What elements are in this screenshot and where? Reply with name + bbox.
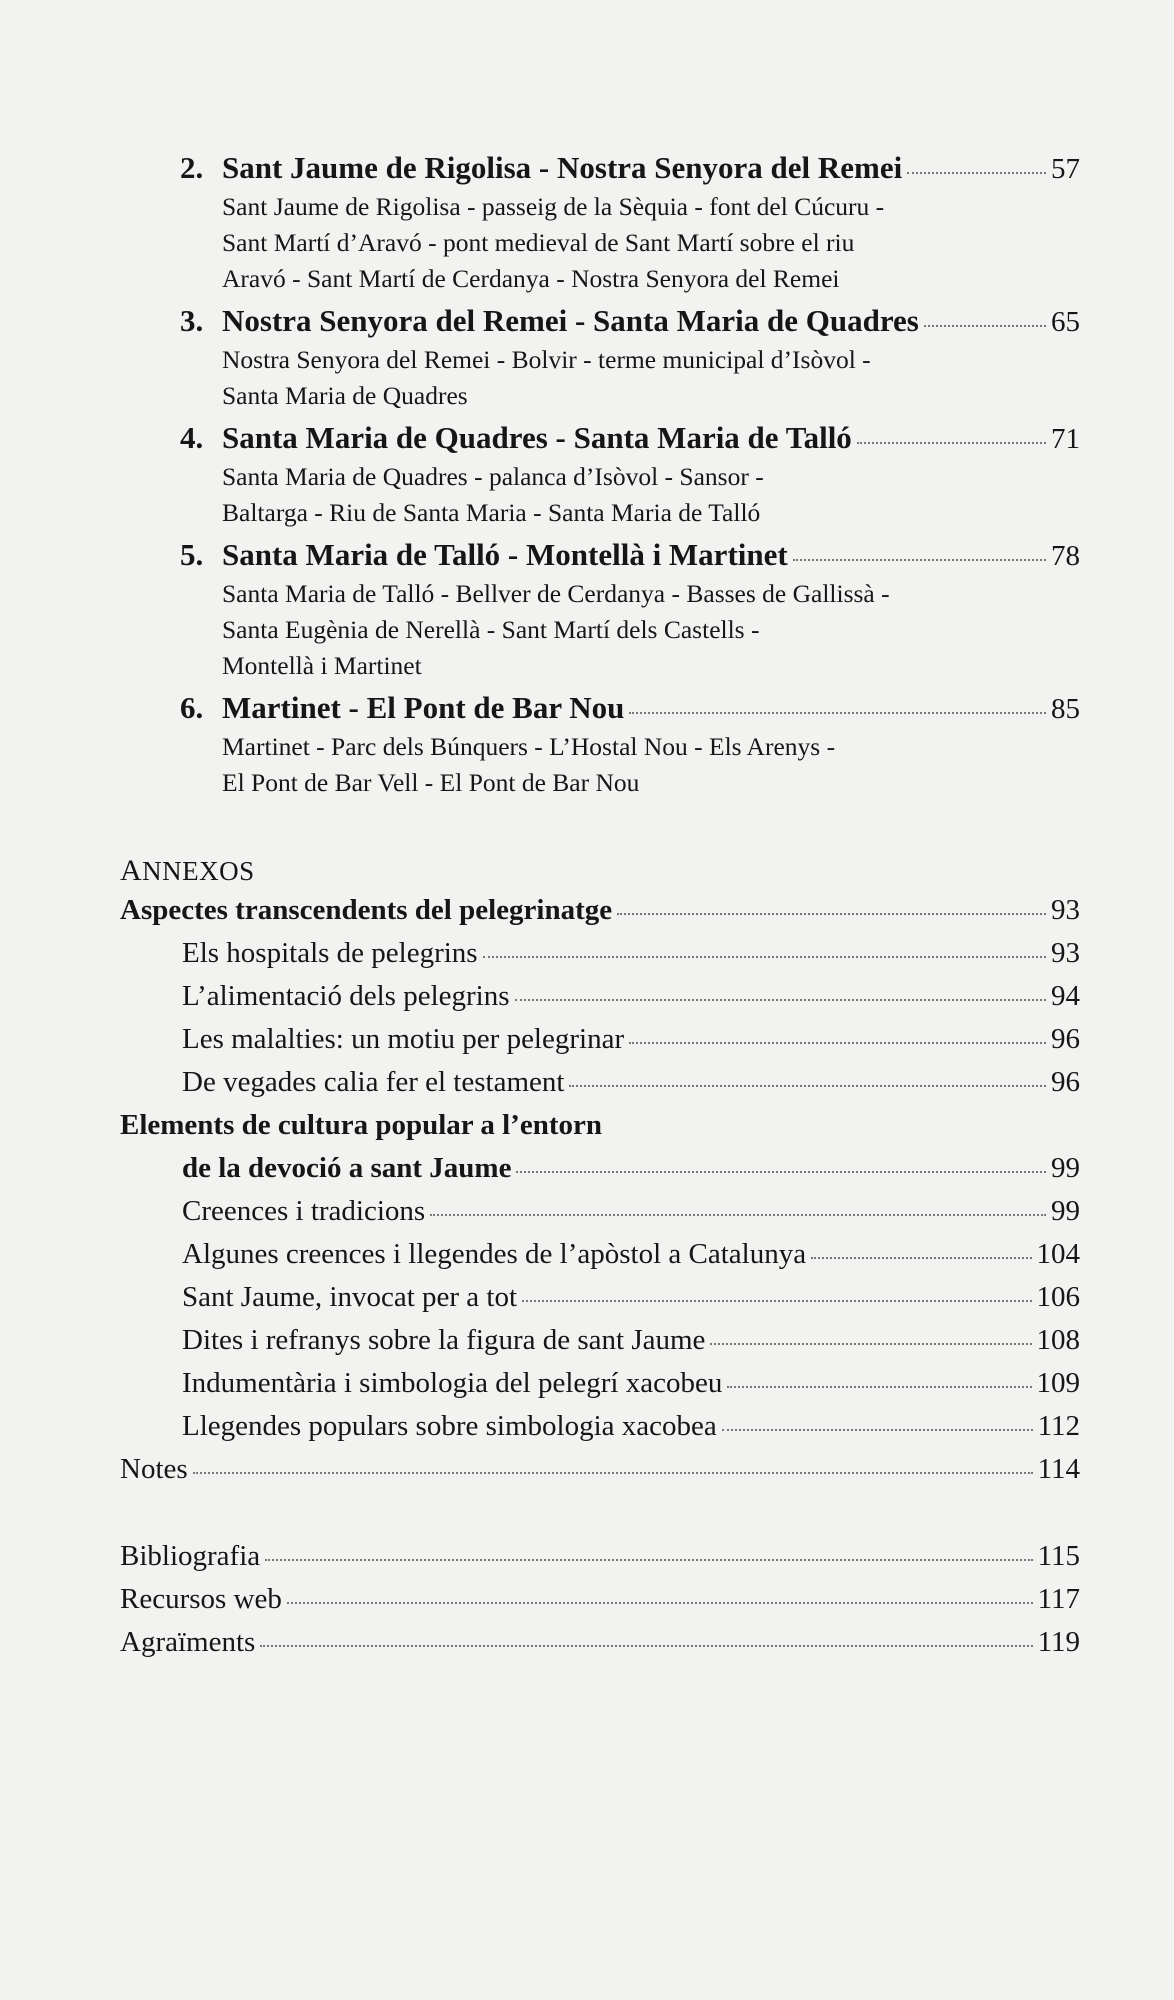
page-number: 93 <box>1051 937 1080 969</box>
entry-title: Algunes creences i llegendes de l’apòstol a Catalunya <box>182 1238 807 1270</box>
entry-title: Els hospitals de pelegrins <box>182 937 478 969</box>
entry-title: Dites i refranys sobre la figura de sant Jaume <box>182 1324 706 1356</box>
route-entry <box>120 148 1080 301</box>
page-number: 65 <box>1051 306 1080 338</box>
toc-entry <box>120 1535 1080 1578</box>
page-number: 117 <box>1037 1583 1080 1615</box>
page-number: 106 <box>1036 1281 1080 1313</box>
chapter-heading <box>180 148 1080 189</box>
page-number: 115 <box>1037 1540 1080 1572</box>
description-line: Baltarga - Riu de Santa Maria - Santa Maria de Talló <box>222 498 761 527</box>
description-line: Sant Jaume de Rigolisa - passeig de la Sèquia - font del Cúcuru - <box>222 192 885 221</box>
dot-leader <box>924 325 1046 327</box>
page-number: 57 <box>1051 153 1080 185</box>
section-title: Aspectes transcendents del pelegrinatge <box>120 894 613 926</box>
dot-leader <box>793 559 1046 561</box>
dot-leader <box>629 1042 1046 1044</box>
page-number: 99 <box>1051 1152 1080 1184</box>
chapter-title: Sant Jaume de Rigolisa - Nostra Senyora del Remei <box>222 150 903 185</box>
toc-entry <box>182 1276 1080 1319</box>
chapter-number: 3. <box>180 303 204 338</box>
page-number: 119 <box>1037 1626 1080 1658</box>
entry-title: De vegades calia fer el testament <box>182 1066 565 1098</box>
chapter-heading <box>180 688 1080 729</box>
page-number: 112 <box>1037 1410 1080 1442</box>
toc-entry <box>182 1190 1080 1233</box>
description-line: Santa Eugènia de Nerellà - Sant Martí dels Castells - <box>222 615 760 644</box>
annexes-heading: ANNEXOS <box>120 854 255 887</box>
dot-leader <box>483 956 1046 958</box>
entry-title: Notes <box>120 1453 188 1485</box>
chapter-number: 2. <box>180 150 204 185</box>
description-line: Santa Maria de Quadres <box>222 381 468 410</box>
entry-title: Agraïments <box>120 1626 256 1658</box>
chapter-description <box>222 459 1080 535</box>
route-entry <box>120 535 1080 688</box>
entry-title: L’alimentació dels pelegrins <box>182 980 510 1012</box>
route-entry <box>120 301 1080 418</box>
page-number: 104 <box>1036 1238 1080 1270</box>
dot-leader <box>811 1257 1031 1259</box>
dot-leader <box>193 1472 1033 1474</box>
entry-title: Recursos web <box>120 1583 282 1615</box>
page-number: 99 <box>1051 1195 1080 1227</box>
entry-title: Llegendes populars sobre simbologia xacobea <box>182 1410 717 1442</box>
toc-entry <box>120 1448 1080 1491</box>
description-line: Santa Maria de Talló - Bellver de Cerdanya - Basses de Gallissà - <box>222 579 890 608</box>
description-line: Nostra Senyora del Remei - Bolvir - terme municipal d’Isòvol - <box>222 345 871 374</box>
dot-leader <box>516 1171 1046 1173</box>
section-entry <box>120 889 1080 932</box>
page-number: 94 <box>1051 980 1080 1012</box>
dot-leader <box>727 1386 1031 1388</box>
page-number: 85 <box>1051 693 1080 725</box>
chapter-heading <box>180 418 1080 459</box>
toc-entry <box>182 1061 1080 1104</box>
page-number: 71 <box>1051 423 1080 455</box>
toc-entry <box>120 1621 1080 1664</box>
description-line: Aravó - Sant Martí de Cerdanya - Nostra Senyora del Remei <box>222 264 840 293</box>
dot-leader <box>287 1602 1033 1604</box>
page-number: 78 <box>1051 540 1080 572</box>
chapter-description <box>222 729 1080 805</box>
dot-leader <box>569 1085 1046 1087</box>
page-number: 93 <box>1051 894 1080 926</box>
dot-leader <box>265 1559 1032 1561</box>
dot-leader <box>430 1214 1046 1216</box>
toc-entry <box>182 975 1080 1018</box>
chapter-number: 4. <box>180 420 204 455</box>
toc-content <box>120 148 1080 1664</box>
toc-entry <box>182 1233 1080 1276</box>
chapter-title: Santa Maria de Talló - Montellà i Martinet <box>222 537 788 572</box>
toc-entry <box>182 1362 1080 1405</box>
dot-leader <box>515 999 1047 1001</box>
dot-leader <box>907 172 1046 174</box>
chapter-heading <box>180 535 1080 576</box>
dot-leader <box>722 1429 1033 1431</box>
route-entry <box>120 418 1080 535</box>
chapter-description <box>222 342 1080 418</box>
page-number: 96 <box>1051 1023 1080 1055</box>
chapter-title: Martinet - El Pont de Bar Nou <box>222 690 625 725</box>
toc-entry <box>182 1018 1080 1061</box>
page-number: 108 <box>1036 1324 1080 1356</box>
page-number: 114 <box>1037 1453 1080 1485</box>
spacer <box>120 1491 1080 1535</box>
entry-title: Les malalties: un motiu per pelegrinar <box>182 1023 625 1055</box>
toc-entry <box>182 1319 1080 1362</box>
description-line: El Pont de Bar Vell - El Pont de Bar Nou <box>222 768 640 797</box>
description-line: Sant Martí d’Aravó - pont medieval de Sant Martí sobre el riu <box>222 228 855 257</box>
chapter-description <box>222 189 1080 301</box>
chapter-heading <box>180 301 1080 342</box>
toc-entry <box>182 1405 1080 1448</box>
section-title: Elements de cultura popular a l’entorn <box>120 1109 602 1141</box>
chapter-title: Nostra Senyora del Remei - Santa Maria de Quadres <box>222 303 919 338</box>
entry-title: Creences i tradicions <box>182 1195 426 1227</box>
section-entry <box>182 1147 1080 1190</box>
toc-entry <box>182 932 1080 975</box>
chapter-description <box>222 576 1080 688</box>
dot-leader <box>710 1343 1031 1345</box>
entry-title: Indumentària i simbologia del pelegrí xacobeu <box>182 1367 723 1399</box>
toc-entry <box>120 1578 1080 1621</box>
entry-title: Bibliografia <box>120 1540 261 1572</box>
page-number: 96 <box>1051 1066 1080 1098</box>
route-entry <box>120 688 1080 805</box>
page-number: 109 <box>1036 1367 1080 1399</box>
entry-title: Sant Jaume, invocat per a tot <box>182 1281 518 1313</box>
dot-leader <box>260 1645 1032 1647</box>
dot-leader <box>522 1300 1031 1302</box>
section-title-cont: de la devoció a sant Jaume <box>182 1152 512 1184</box>
description-line: Santa Maria de Quadres - palanca d’Isòvol - Sansor - <box>222 462 764 491</box>
description-line: Martinet - Parc dels Búnquers - L’Hostal Nou - Els Arenys - <box>222 732 836 761</box>
chapter-number: 6. <box>180 690 204 725</box>
dot-leader <box>617 913 1046 915</box>
description-line: Montellà i Martinet <box>222 651 422 680</box>
chapter-title: Santa Maria de Quadres - Santa Maria de Talló <box>222 420 852 455</box>
dot-leader <box>857 442 1046 444</box>
chapter-number: 5. <box>180 537 204 572</box>
dot-leader <box>629 712 1046 714</box>
